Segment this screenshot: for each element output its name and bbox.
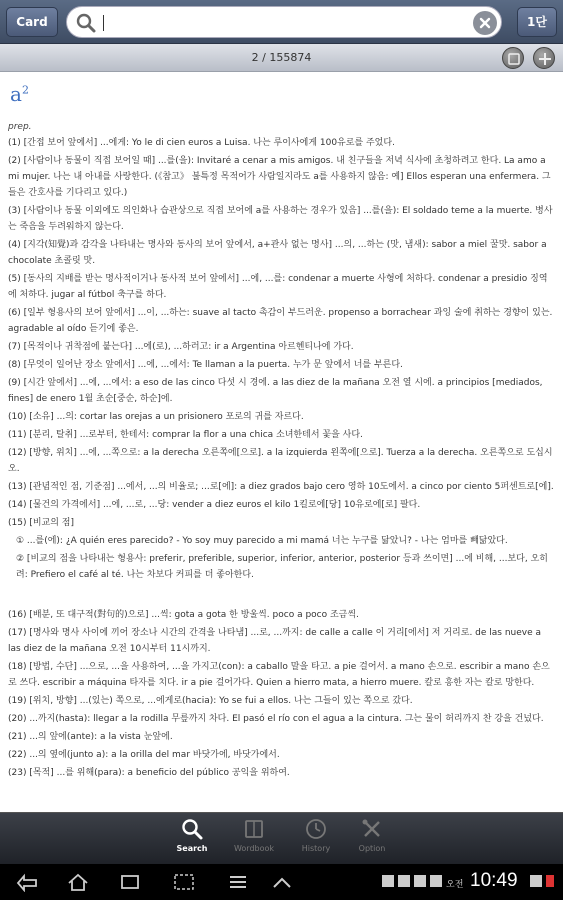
- close-icon: [473, 11, 497, 35]
- add-wordbook-icon[interactable]: [533, 47, 555, 69]
- definition-item: (1) [간접 보어 앞에서] ...에게: Yo le di cien euros a Luisa. 나는 루이사에게 100유로를 주었다.: [8, 138, 395, 148]
- search-icon: [75, 12, 97, 34]
- am-pm-indicator: 오전: [446, 880, 464, 890]
- definition-item: (12) [방향, 위치] ...에, ...쪽으로: a la derecha 오른쪽에[으로]. a la izquierda 왼쪽에[으로]. Tuerza a la derecha. 오른쪽으로 도십시오.: [8, 448, 553, 474]
- definition-item: (15) [비교의 점]: [8, 518, 74, 528]
- card-button[interactable]: Card: [6, 7, 58, 37]
- search-box[interactable]: [66, 6, 502, 38]
- definition-item: (20) ...까지(hasta): llegar a la rodilla 무릎까지 차다. El pasó el río con el agua a la cintura. 그는 물이 허리까지 찬 강을 건넜다.: [8, 714, 544, 724]
- result-counter: 2 / 155874: [251, 51, 312, 64]
- tab-search[interactable]: Search: [162, 817, 222, 861]
- tab-wordbook[interactable]: Wordbook: [224, 817, 284, 861]
- definition-item: (10) [소유] ...의: cortar las orejas a un prisionero 포로의 귀를 자르다.: [8, 412, 304, 422]
- definition-item: (6) [일부 형용사의 보어 앞에서] ...이, ...하는: suave al tacto 촉감이 부드러운. propenso a borrachear 과잉 술에 취하는 경향이 있는. agradable al oído 듣기에 좋은.: [8, 308, 553, 334]
- definition-item: (21) ...의 앞에(ante): a la vista 눈앞에.: [8, 732, 173, 742]
- definition-item: (3) [사람이나 동물 이외에도 의인화나 습관상으로 직접 보어에 a를 사용하는 경우가 있음] ...를(을): El soldado teme a la muerte. 병사는 죽음을 두려워하지 않는다.: [8, 206, 553, 232]
- battery-icon: [546, 875, 554, 887]
- spacer: [8, 585, 555, 607]
- definition-item: (4) [지각(知覺)과 감각을 나타내는 명사와 동사의 보어 앞에서, a+관사 없는 명사] ...의, ...하는 (맛, 냄새): sabor a miel 꿀맛. sabor a chocolate 초콜릿 맛.: [8, 240, 547, 266]
- definition-item: ② [비교의 점을 나타내는 형용사: preferir, preferible, superior, inferior, anterior, posterior 등과 쓰이면] ...에 비해, ...보다, 오히려: Prefiero el café al té. 나는 차보다 커피를 더 좋아한다.: [16, 554, 548, 580]
- text-caret: [103, 15, 104, 31]
- definition-item: (13) [관념적인 점, 기준점] ...에서, ...의 비율로; ...로[에]: a diez grados bajo cero 영하 10도에서. a cinco por ciento 5퍼센트로[에].: [8, 482, 554, 492]
- definition-item: (18) [방법, 수단] ...으로, ...을 사용하여, ...을 가지고(con): a caballo 말을 타고. a pie 걸어서. a mano 손으로. escribir a mano 손으로 쓰다. escribir a máquina 타자를 치다. ir a pie 걸어가다. Quien a hierro mata, a hierro muere. 칼로 흥한 자는 칼로 망한다.: [8, 662, 550, 688]
- definition-item: (7) [목적이나 귀착점에 붙는다] ...에(로), ...하러고: ir a Argentina 아르헨티나에 가다.: [8, 342, 354, 352]
- definition-item: ① ...를(에): ¿A quién eres parecido? - Yo soy muy parecido a mi mamá 너는 누구를 닮았니? - 나는 엄마를 빼닮았다.: [16, 536, 508, 546]
- clock-icon: [304, 817, 328, 841]
- tools-icon: [360, 817, 384, 841]
- chevron-up-icon[interactable]: [270, 872, 294, 892]
- definition-item: (11) [분리, 탈취] ...로부터, 한테서: comprar la flor a una chica 소녀한테서 꽃을 사다.: [8, 430, 363, 440]
- book-icon: [242, 817, 266, 841]
- bottom-tab-bar: [0, 812, 563, 864]
- headword: $a^2$: [10, 82, 29, 106]
- definition-item: (16) [배분, 또 대구적(對句的)으로] ...씩: gota a gota 한 방울씩. poco a poco 조금씩.: [8, 610, 359, 620]
- mail-icon: [430, 875, 442, 887]
- download-icon: [382, 875, 394, 887]
- part-of-speech: prep.: [8, 122, 32, 132]
- recent-apps-icon[interactable]: [118, 872, 142, 892]
- definition-item: (23) [목적] ...를 위해(para): a beneficio del público 공익을 위하여.: [8, 768, 290, 778]
- definition-item: (17) [명사와 명사 사이에 끼어 장소나 시간의 간격을 나타냄] ...로, ...까지: de calle a calle 이 거리[에서] 저 거리로. de las nueve a las diez de la mañana 오전 10시부터 11시까지.: [8, 628, 542, 654]
- search-input[interactable]: [101, 11, 461, 35]
- back-icon[interactable]: [16, 872, 40, 892]
- definition-item: (19) [위치, 방향] ...(있는) 쪽으로, ...에게로(hacia): Yo se fui a ellos. 나는 그들이 있는 쪽으로 갔다.: [8, 696, 413, 706]
- home-icon[interactable]: [66, 872, 90, 892]
- tab-history[interactable]: History: [286, 817, 346, 861]
- top-toolbar: [0, 0, 563, 44]
- status-clock: 10:49: [470, 870, 518, 891]
- definition-item: (14) [물건의 가격에서] ...에, ...로, ...당: vender a diez euros el kilo 1킬로에[당] 10유로에[로] 팔다.: [8, 500, 421, 510]
- menu-icon[interactable]: [226, 872, 250, 892]
- tab-option[interactable]: Option: [342, 817, 402, 861]
- definition-list: [8, 135, 555, 781]
- level-button[interactable]: 1단: [517, 7, 557, 37]
- definition-item: (9) [시간 앞에서] ...에, ...에서: a eso de las cinco 다섯 시 경에. a las diez de la mañana 오전 열 시에. a principios [mediados, fines] de enero 1월 초순[중순, 하순]에.: [8, 378, 543, 404]
- definition-item: (5) [동사의 지배를 받는 명사적이거나 동사적 보어 앞에서] ...에, ...를: condenar a muerte 사형에 처하다. condenar a presidio 징역에 처하다. jugar al fútbol 축구를 하다.: [8, 274, 548, 300]
- wifi-icon: [530, 875, 542, 887]
- search-icon: [180, 817, 204, 841]
- result-bar: [0, 44, 563, 72]
- clear-search-button[interactable]: [473, 11, 497, 35]
- image-icon: [414, 875, 426, 887]
- definition-item: (8) [무엇이 일어난 장소 앞에서] ...에, ...에서: Te llaman a la puerta. 누가 문 앞에서 너를 부른다.: [8, 360, 403, 370]
- copy-icon[interactable]: [502, 47, 524, 69]
- usb-icon: [398, 875, 410, 887]
- definition-item: (22) ...의 옆에(junto a): a la orilla del mar 바닷가에, 바닷가에서.: [8, 750, 280, 760]
- entry-content[interactable]: [0, 72, 563, 812]
- system-navigation-bar: [0, 864, 563, 900]
- screenshot-icon[interactable]: [172, 872, 196, 892]
- definition-item: (2) [사람이나 동물이 직접 보어일 때] ...를(을): Invitaré a cenar a mis amigos. 내 친구들을 저녁 식사에 초청하려고 한다. La amo a mi mujer. 나는 내 아내를 사랑한다. (《참고》 불특정 목적어가 사람일지라도 a를 사용하지 않음: 예] Ellos esperan una enfermera. 그들은 간호사를 기다리고 있다.): [8, 156, 551, 198]
